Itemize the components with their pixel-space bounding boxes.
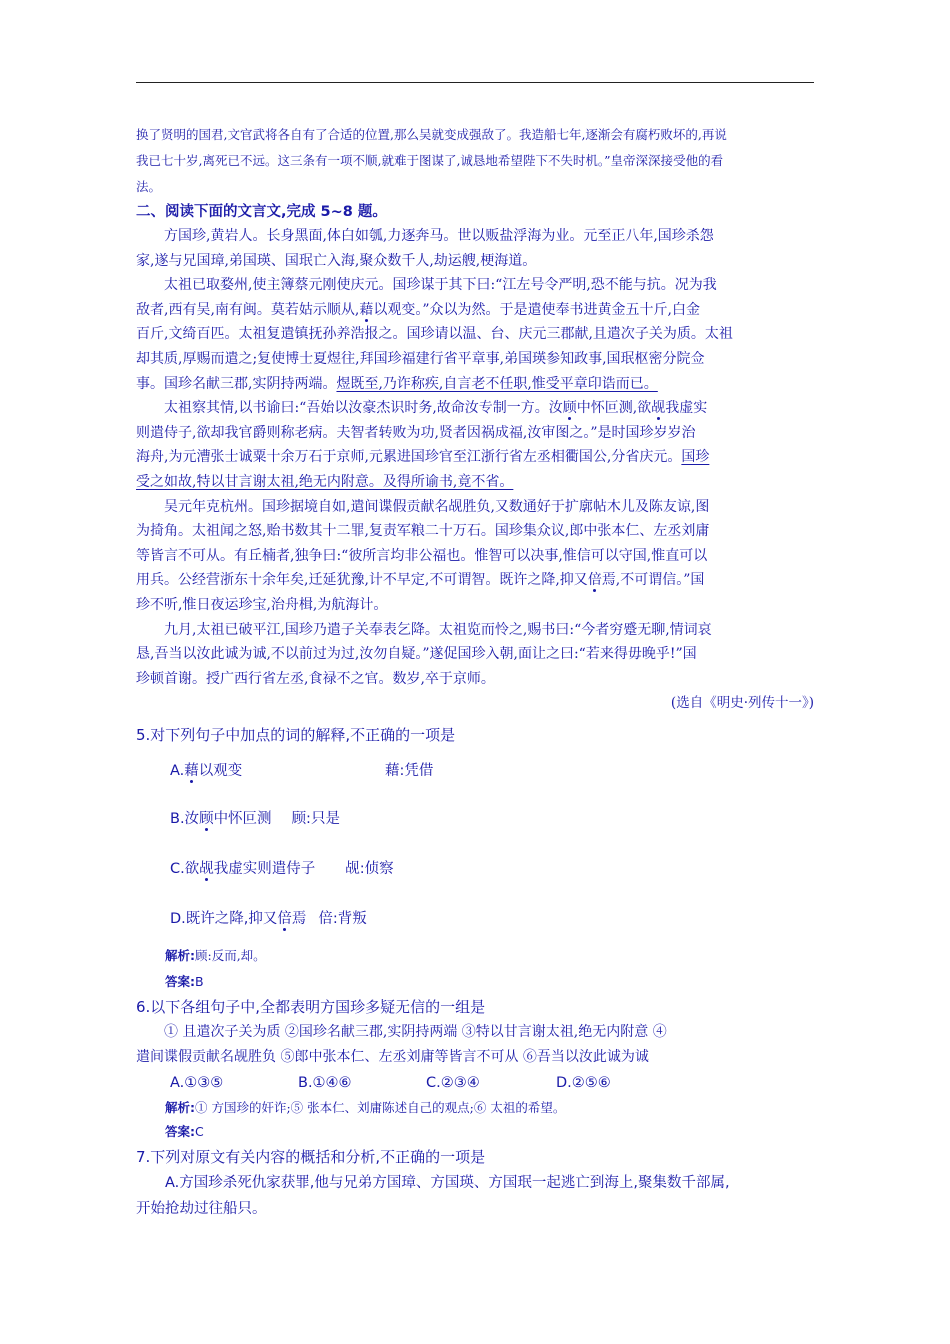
analysis-label: 解析: (165, 948, 195, 963)
dotted-word-gu: 顾 (199, 811, 214, 827)
dotted-word-chan: 觇 (651, 400, 666, 417)
q5-option-b-gloss: 顾:只是 (291, 811, 340, 827)
question-6-stem: 6.以下各组句子中,全都表明方国珍多疑无信的一组是 (136, 998, 486, 1016)
dotted-word-gu: 顾 (562, 400, 577, 417)
dotted-word-jie: 藉 (184, 763, 199, 779)
q5-option-a-sentence (170, 758, 385, 784)
text-span: B.汝 (170, 811, 200, 827)
passage-p2-line4: 却其质,厚赐而遣之;复使博士夏煜往,拜国珍福建行省平章事,弟国瑛参知政事,国珉枢密分院佥 (136, 350, 705, 367)
q6-option-a: A.①③⑤ (170, 1075, 224, 1091)
q5-option-a-gloss: 藉:凭借 (385, 763, 434, 779)
passage-source: (选自《明史·列传十一》) (670, 695, 814, 712)
q5-answer-value: B (195, 974, 204, 989)
classical-passage (136, 224, 814, 715)
q7-option-a (136, 1170, 814, 1222)
question-5-stem: 5.对下列句子中加点的词的解释,不正确的一项是 (136, 726, 456, 744)
text-span: C.欲 (170, 861, 200, 877)
text-span: 中怀叵测,欲 (576, 400, 652, 417)
q5-option-a (170, 758, 770, 784)
text-span: 焉 (291, 911, 307, 927)
text-span: 敌者,西有吴,南有闽。莫若姑示顺从, (136, 301, 360, 318)
q5-option-b (170, 806, 770, 832)
header-rule (136, 82, 814, 83)
passage-p4-line2: 为掎角。太祖闻之怒,贻书数其十二罪,复责军粮二十万石。国珍集众议,郎中张本仁、左丞刘庸 (136, 523, 710, 540)
intro-translation (136, 122, 814, 200)
passage-p2-line3: 百斤,文绮百匹。太祖复遣镇抚孙养浩报之。国珍请以温、台、庆元三郡献,且遣次子关为质。太祖 (136, 326, 733, 343)
q5-analysis (165, 944, 805, 968)
text-span: 以观变。”众以为然。于是遣使奉书进黄金五十斤,白金 (373, 301, 700, 318)
passage-p3-line4 (136, 470, 814, 495)
passage-p5-line3: 珍顿首谢。授广西行省左丞,食禄不之官。数岁,卒于京师。 (136, 670, 495, 687)
passage-p2-line5 (136, 372, 814, 397)
text-span: D.既许之降,抑又 (170, 911, 278, 927)
q5-analysis-text: 顾:反而,却。 (195, 948, 266, 963)
passage-p1-line1: 方国珍,黄岩人。长身黑面,体白如瓠,力逐奔马。世以贩盐浮海为业。元至正八年,国珍杀怨 (164, 228, 714, 244)
underlined-sentence-2-start: 国珍 (681, 449, 710, 466)
passage-p3-line2: 则遣侍子,欲却我官爵则称老病。夫智者转败为功,贤者因祸成福,汝审图之。”是时国珍岁岁治 (136, 424, 696, 441)
q6-option-d: D.②⑤⑥ (556, 1075, 611, 1091)
text-span: 以观变 (198, 763, 243, 779)
q6-answer (165, 1120, 805, 1144)
underlined-sentence-1: 煜既至,乃诈称疾,自言老不任职,惟受平章印诰而已。 (336, 375, 658, 392)
text-span: 我虚实则遣侍子 (213, 861, 316, 877)
dotted-word-bei: 倍 (587, 572, 602, 589)
text-span: 事。国珍名献三郡,实阴持两端。 (136, 375, 337, 392)
text-span: 我虚实 (665, 400, 708, 417)
text-span: 中怀叵测 (213, 811, 272, 827)
underlined-sentence-3: 及得所谕书,竟不省。 (382, 473, 514, 490)
q5-option-b-sentence (170, 811, 272, 827)
q6-answer-value: C (195, 1124, 204, 1139)
intro-line-1: 换了贤明的国君,文官武将各自有了合适的位置,那么吴就变成强敌了。我造船七年,逐渐会有腐朽败坏的,再说 (136, 127, 727, 142)
text-span: 海舟,为元漕张士诚粟十余万石于京师,元累进国珍官至江浙行省左丞相衢国公,分省庆元。 (136, 449, 682, 466)
q6-analysis (165, 1096, 805, 1120)
passage-p5-line1: 九月,太祖已破平江,国珍乃遣子关奉表乞降。太祖览而怜之,赐书曰:“今者穷蹙无聊,情词哀 (164, 621, 712, 638)
q7-option-a-line2: 开始抢劫过往船只。 (136, 1201, 267, 1217)
q6-options (170, 1070, 790, 1096)
underlined-sentence-2-end: 受之如故,特以甘言谢太祖,绝无内附意。 (136, 473, 383, 490)
passage-p4-line3: 等皆言不可从。有丘楠者,独争曰:“彼所言均非公福也。惟智可以决事,惟信可以守国,惟直可以 (136, 547, 708, 564)
text-span: 用兵。公经营浙东十余年矣,迁延犹豫,计不早定,不可谓智。既许之降,抑又 (136, 572, 588, 589)
q7-option-a-line1: A.方国珍杀死仇家获罪,他与兄弟方国璋、方国瑛、方国珉一起逃亡到海上,聚集数千部属, (165, 1175, 730, 1191)
passage-p4-line4 (136, 568, 814, 593)
q6-option-b: B.①④⑥ (298, 1075, 352, 1091)
passage-p3-line1 (136, 396, 814, 421)
dotted-word-jie: 藉 (359, 301, 374, 318)
text-span: A. (170, 763, 185, 779)
q5-option-c (170, 856, 770, 882)
q5-answer (165, 970, 805, 994)
q6-items (136, 1020, 814, 1069)
q5-option-d-sentence (170, 911, 306, 927)
q5-option-c-sentence (170, 861, 315, 877)
answer-label: 答案: (165, 1124, 195, 1139)
passage-p2-line1: 太祖已取婺州,使主簿蔡元刚使庆元。国珍谋于其下曰:“江左号令严明,恐不能与抗。况为我 (164, 277, 717, 294)
passage-p4-line1: 吴元年克杭州。国珍据境自如,遣间谍假贡献名觇胜负,又数通好于扩廓帖木儿及陈友谅,图 (164, 498, 710, 515)
q6-analysis-text: ① 方国珍的奸诈;⑤ 张本仁、刘庸陈述自己的观点;⑥ 太祖的希望。 (195, 1100, 566, 1115)
intro-line-3: 法。 (136, 179, 162, 194)
dotted-word-chan: 觇 (199, 861, 214, 877)
q6-option-c: C.②③④ (426, 1075, 480, 1091)
passage-p3-line3 (136, 445, 814, 470)
section-heading: 二、阅读下面的文言文,完成 5~8 题。 (136, 204, 387, 220)
text-span: 焉,不可谓信。”国 (601, 572, 705, 589)
answer-label: 答案: (165, 974, 195, 989)
question-7-stem: 7.下列对原文有关内容的概括和分析,不正确的一项是 (136, 1148, 486, 1166)
q6-items-line2: 遣间谍假贡献名觇胜负 ⑤郎中张本仁、左丞刘庸等皆言不可从 ⑥吾当以汝此诚为诚 (136, 1048, 649, 1065)
passage-p5-line2: 恳,吾当以汝此诚为诚,不以前过为过,汝勿自疑。”遂促国珍入朝,面让之曰:“若来得毋晚乎!”国 (136, 646, 697, 663)
intro-line-2: 我已七十岁,离死已不远。这三条有一项不顺,就难于图谋了,诚恳地希望陛下不失时机。”皇帝深深接受他的看 (136, 153, 724, 168)
q5-option-c-gloss: 觇:侦察 (345, 861, 394, 877)
dotted-word-bei: 倍 (277, 911, 292, 927)
passage-p2-line2 (136, 298, 814, 323)
text-span: 太祖察其情,以书谕曰:“吾始以汝豪杰识时务,故命汝专制一方。汝 (164, 400, 563, 417)
q5-option-d-gloss: 倍:背叛 (318, 911, 367, 927)
passage-p1-line2: 家,遂与兄国璋,弟国瑛、国珉亡入海,聚众数千人,劫运艘,梗海道。 (136, 252, 537, 269)
passage-p4-line5: 珍不听,惟日夜运珍宝,治舟楫,为航海计。 (136, 596, 388, 613)
q6-items-line1: ① 且遣次子关为质 ②国珍名献三郡,实阴持两端 ③特以甘言谢太祖,绝无内附意 ④ (164, 1024, 667, 1040)
analysis-label: 解析: (165, 1100, 195, 1115)
q5-option-d (170, 906, 770, 932)
